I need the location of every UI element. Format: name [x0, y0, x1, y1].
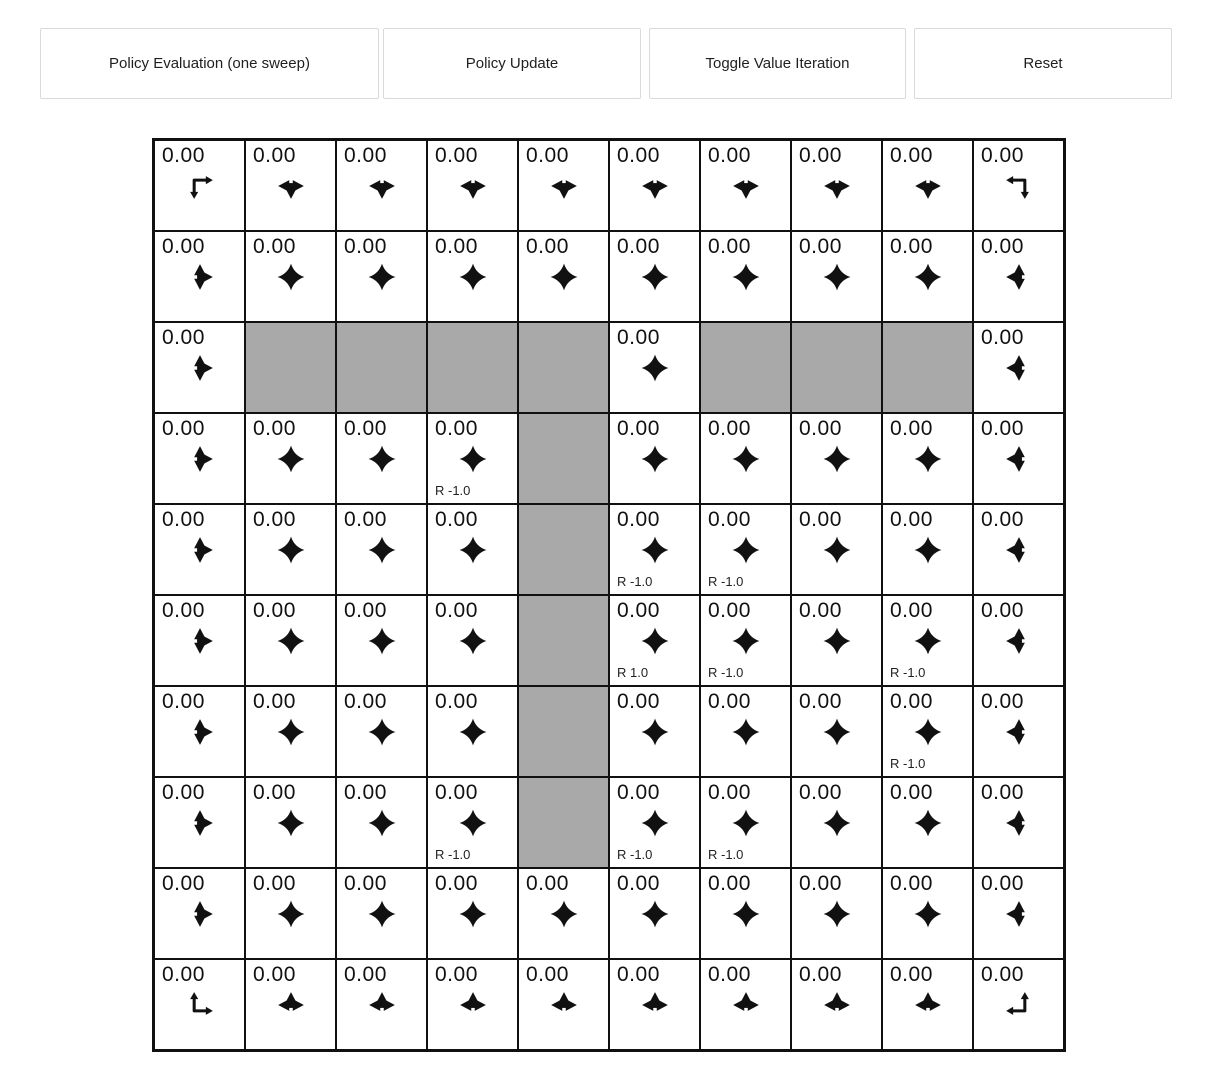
grid-cell	[154, 322, 245, 413]
policy-arrow-icon	[337, 172, 426, 200]
policy-arrow-icon	[246, 536, 335, 564]
cell-value: 0.00	[344, 144, 387, 167]
grid-cell	[336, 959, 427, 1050]
wall-cell	[518, 595, 609, 686]
policy-arrow-icon	[337, 263, 426, 291]
grid-cell	[791, 777, 882, 868]
cell-value: 0.00	[162, 144, 205, 167]
cell-value: 0.00	[708, 872, 751, 895]
grid-cell	[700, 595, 791, 686]
cell-value: 0.00	[981, 781, 1024, 804]
policy-arrow-icon	[974, 536, 1063, 564]
cell-value: 0.00	[890, 417, 933, 440]
wall-cell	[700, 322, 791, 413]
cell-value: 0.00	[799, 417, 842, 440]
wall-cell	[336, 322, 427, 413]
cell-value: 0.00	[435, 781, 478, 804]
grid-cell	[336, 413, 427, 504]
policy-arrow-icon	[155, 809, 244, 837]
grid-cell	[154, 595, 245, 686]
policy-arrow-icon	[883, 172, 972, 200]
policy-arrow-icon	[610, 991, 699, 1019]
cell-value: 0.00	[526, 144, 569, 167]
cell-value: 0.00	[799, 144, 842, 167]
cell-value: 0.00	[344, 781, 387, 804]
cell-value: 0.00	[344, 599, 387, 622]
grid-cell	[518, 868, 609, 959]
cell-value: 0.00	[799, 235, 842, 258]
cell-value: 0.00	[981, 417, 1024, 440]
grid-cell	[882, 959, 973, 1050]
cell-value: 0.00	[435, 690, 478, 713]
cell-value: 0.00	[981, 690, 1024, 713]
policy-arrow-icon	[428, 536, 517, 564]
cell-value: 0.00	[617, 417, 660, 440]
policy-arrow-icon	[701, 809, 790, 837]
policy-arrow-icon	[246, 718, 335, 746]
cell-value: 0.00	[799, 872, 842, 895]
grid-cell	[427, 595, 518, 686]
cell-value: 0.00	[890, 690, 933, 713]
policy-arrow-icon	[792, 718, 881, 746]
cell-value: 0.00	[708, 690, 751, 713]
cell-value: 0.00	[617, 235, 660, 258]
policy-arrow-icon	[974, 627, 1063, 655]
grid-cell	[609, 322, 700, 413]
cell-value: 0.00	[799, 599, 842, 622]
grid-cell	[973, 595, 1064, 686]
reset-button[interactable]: Reset	[914, 28, 1172, 99]
policy-arrow-icon	[246, 445, 335, 473]
grid-cell	[154, 231, 245, 322]
grid-cell	[791, 140, 882, 231]
policy-arrow-icon	[155, 991, 244, 1019]
grid-cell	[791, 686, 882, 777]
policy-arrow-icon	[883, 627, 972, 655]
cell-reward: R -1.0	[708, 665, 744, 680]
policy-arrow-icon	[701, 445, 790, 473]
policy-arrow-icon	[701, 536, 790, 564]
policy-arrow-icon	[974, 263, 1063, 291]
cell-value: 0.00	[799, 781, 842, 804]
cell-value: 0.00	[890, 235, 933, 258]
grid-cell	[791, 868, 882, 959]
grid-cell	[609, 686, 700, 777]
policy-arrow-icon	[246, 263, 335, 291]
policy-arrow-icon	[610, 536, 699, 564]
cell-value: 0.00	[617, 963, 660, 986]
grid-cell	[609, 504, 700, 595]
policy-arrow-icon	[610, 718, 699, 746]
grid-cell	[518, 231, 609, 322]
policy-arrow-icon	[883, 809, 972, 837]
cell-reward: R 1.0	[617, 665, 649, 680]
grid-cell	[609, 595, 700, 686]
policy-arrow-icon	[974, 172, 1063, 200]
cell-value: 0.00	[799, 963, 842, 986]
policy-arrow-icon	[155, 172, 244, 200]
policy-arrow-icon	[883, 445, 972, 473]
cell-value: 0.00	[253, 690, 296, 713]
cell-value: 0.00	[708, 781, 751, 804]
policy-arrow-icon	[337, 536, 426, 564]
cell-value: 0.00	[435, 872, 478, 895]
grid-cell	[245, 413, 336, 504]
cell-value: 0.00	[890, 781, 933, 804]
grid-cell	[882, 686, 973, 777]
grid-cell	[245, 140, 336, 231]
cell-reward: R -1.0	[435, 483, 471, 498]
grid-cell	[427, 504, 518, 595]
grid-cell	[973, 959, 1064, 1050]
cell-reward: R -1.0	[617, 574, 653, 589]
grid-cell	[882, 413, 973, 504]
policy-arrow-icon	[883, 991, 972, 1019]
grid-cell	[700, 140, 791, 231]
cell-value: 0.00	[981, 508, 1024, 531]
cell-value: 0.00	[981, 872, 1024, 895]
cell-value: 0.00	[708, 599, 751, 622]
cell-value: 0.00	[708, 508, 751, 531]
cell-value: 0.00	[435, 508, 478, 531]
grid-cell	[427, 959, 518, 1050]
grid-cell	[973, 504, 1064, 595]
grid-cell	[609, 777, 700, 868]
cell-value: 0.00	[890, 872, 933, 895]
cell-value: 0.00	[162, 963, 205, 986]
wall-cell	[427, 322, 518, 413]
gridworld	[152, 138, 1066, 1052]
policy-arrow-icon	[974, 718, 1063, 746]
grid-cell	[791, 959, 882, 1050]
grid-cell	[245, 504, 336, 595]
policy-arrow-icon	[428, 900, 517, 928]
grid-cell	[700, 868, 791, 959]
cell-value: 0.00	[981, 326, 1024, 349]
policy-arrow-icon	[610, 263, 699, 291]
cell-reward: R -1.0	[708, 574, 744, 589]
cell-value: 0.00	[435, 963, 478, 986]
cell-reward: R -1.0	[435, 847, 471, 862]
policy-arrow-icon	[246, 991, 335, 1019]
grid-cell	[245, 777, 336, 868]
policy-arrow-icon	[155, 718, 244, 746]
policy-arrow-icon	[974, 354, 1063, 382]
policy-arrow-icon	[246, 627, 335, 655]
cell-reward: R -1.0	[890, 756, 926, 771]
policy-arrow-icon	[701, 263, 790, 291]
grid-cell	[427, 686, 518, 777]
policy-arrow-icon	[974, 445, 1063, 473]
grid-cell	[245, 868, 336, 959]
cell-value: 0.00	[617, 326, 660, 349]
cell-value: 0.00	[526, 872, 569, 895]
grid-cell	[336, 777, 427, 868]
cell-value: 0.00	[253, 963, 296, 986]
grid-cell	[336, 868, 427, 959]
cell-value: 0.00	[162, 508, 205, 531]
grid-cell	[791, 595, 882, 686]
policy-arrow-icon	[792, 991, 881, 1019]
grid-cell	[154, 140, 245, 231]
grid-cell	[791, 504, 882, 595]
grid-cell	[973, 868, 1064, 959]
cell-value: 0.00	[617, 599, 660, 622]
cell-value: 0.00	[162, 326, 205, 349]
cell-reward: R -1.0	[890, 665, 926, 680]
grid-cell	[973, 777, 1064, 868]
policy-arrow-icon	[701, 172, 790, 200]
cell-value: 0.00	[253, 781, 296, 804]
grid-cell	[882, 140, 973, 231]
grid-cell	[336, 686, 427, 777]
policy-arrow-icon	[701, 991, 790, 1019]
grid-cell	[245, 959, 336, 1050]
cell-value: 0.00	[981, 144, 1024, 167]
cell-value: 0.00	[435, 144, 478, 167]
cell-value: 0.00	[890, 508, 933, 531]
cell-value: 0.00	[981, 599, 1024, 622]
policy-arrow-icon	[792, 263, 881, 291]
policy-arrow-icon	[792, 809, 881, 837]
grid-cell	[609, 959, 700, 1050]
policy-arrow-icon	[974, 809, 1063, 837]
policy-arrow-icon	[519, 263, 608, 291]
grid-cell	[700, 231, 791, 322]
cell-value: 0.00	[344, 872, 387, 895]
policy-arrow-icon	[974, 900, 1063, 928]
grid-cell	[791, 231, 882, 322]
grid-cell	[609, 868, 700, 959]
policy-arrow-icon	[610, 445, 699, 473]
grid-cell	[973, 140, 1064, 231]
policy-arrow-icon	[428, 991, 517, 1019]
grid-cell	[609, 413, 700, 504]
cell-value: 0.00	[344, 417, 387, 440]
grid-cell	[882, 231, 973, 322]
wall-cell	[791, 322, 882, 413]
policy-update-button[interactable]: Policy Update	[383, 28, 641, 99]
wall-cell	[882, 322, 973, 413]
policy-arrow-icon	[883, 536, 972, 564]
cell-value: 0.00	[890, 599, 933, 622]
policy-arrow-icon	[246, 809, 335, 837]
policy-arrow-icon	[883, 900, 972, 928]
cell-value: 0.00	[526, 235, 569, 258]
policy-arrow-icon	[792, 536, 881, 564]
policy-evaluation-button[interactable]: Policy Evaluation (one sweep)	[40, 28, 379, 99]
policy-arrow-icon	[337, 627, 426, 655]
grid-cell	[973, 413, 1064, 504]
grid-cell	[427, 413, 518, 504]
cell-value: 0.00	[890, 963, 933, 986]
grid-cell	[518, 959, 609, 1050]
cell-value: 0.00	[253, 508, 296, 531]
cell-value: 0.00	[162, 599, 205, 622]
policy-arrow-icon	[428, 263, 517, 291]
wall-cell	[518, 322, 609, 413]
policy-arrow-icon	[155, 263, 244, 291]
grid-cell	[609, 231, 700, 322]
policy-arrow-icon	[428, 718, 517, 746]
grid-cell	[336, 595, 427, 686]
cell-value: 0.00	[435, 417, 478, 440]
policy-arrow-icon	[519, 172, 608, 200]
grid-cell	[609, 140, 700, 231]
grid-cell	[154, 413, 245, 504]
wall-cell	[245, 322, 336, 413]
grid-cell	[427, 777, 518, 868]
cell-value: 0.00	[344, 508, 387, 531]
cell-value: 0.00	[617, 872, 660, 895]
policy-arrow-icon	[883, 718, 972, 746]
grid-cell	[882, 868, 973, 959]
cell-reward: R -1.0	[708, 847, 744, 862]
policy-arrow-icon	[155, 900, 244, 928]
policy-arrow-icon	[610, 900, 699, 928]
policy-arrow-icon	[701, 900, 790, 928]
policy-arrow-icon	[519, 991, 608, 1019]
cell-value: 0.00	[708, 963, 751, 986]
grid-cell	[427, 231, 518, 322]
grid-cell	[700, 686, 791, 777]
grid-cell	[700, 777, 791, 868]
policy-arrow-icon	[610, 354, 699, 382]
wall-cell	[518, 413, 609, 504]
grid-cell	[700, 413, 791, 504]
cell-value: 0.00	[981, 963, 1024, 986]
cell-value: 0.00	[981, 235, 1024, 258]
policy-arrow-icon	[428, 809, 517, 837]
cell-value: 0.00	[253, 872, 296, 895]
cell-value: 0.00	[526, 963, 569, 986]
cell-value: 0.00	[708, 417, 751, 440]
grid-cell	[154, 777, 245, 868]
policy-arrow-icon	[610, 809, 699, 837]
grid-cell	[973, 231, 1064, 322]
policy-arrow-icon	[155, 536, 244, 564]
policy-arrow-icon	[974, 991, 1063, 1019]
cell-value: 0.00	[253, 144, 296, 167]
cell-value: 0.00	[162, 781, 205, 804]
cell-value: 0.00	[344, 690, 387, 713]
cell-value: 0.00	[617, 781, 660, 804]
policy-arrow-icon	[428, 627, 517, 655]
cell-value: 0.00	[617, 144, 660, 167]
policy-arrow-icon	[246, 900, 335, 928]
cell-value: 0.00	[708, 144, 751, 167]
policy-arrow-icon	[337, 809, 426, 837]
wall-cell	[518, 686, 609, 777]
policy-arrow-icon	[428, 172, 517, 200]
policy-arrow-icon	[792, 627, 881, 655]
policy-arrow-icon	[337, 718, 426, 746]
cell-value: 0.00	[799, 690, 842, 713]
policy-arrow-icon	[792, 172, 881, 200]
grid-cell	[973, 322, 1064, 413]
toggle-value-iteration-button[interactable]: Toggle Value Iteration	[649, 28, 906, 99]
policy-arrow-icon	[155, 354, 244, 382]
grid-cell	[245, 686, 336, 777]
cell-value: 0.00	[435, 235, 478, 258]
grid-cell	[154, 868, 245, 959]
policy-arrow-icon	[519, 900, 608, 928]
wall-cell	[518, 777, 609, 868]
grid-cell	[245, 231, 336, 322]
policy-arrow-icon	[155, 445, 244, 473]
cell-value: 0.00	[253, 417, 296, 440]
cell-reward: R -1.0	[617, 847, 653, 862]
grid-cell	[336, 504, 427, 595]
cell-value: 0.00	[435, 599, 478, 622]
grid-cell	[700, 504, 791, 595]
grid-cell	[154, 686, 245, 777]
cell-value: 0.00	[344, 235, 387, 258]
policy-arrow-icon	[428, 445, 517, 473]
policy-arrow-icon	[610, 172, 699, 200]
cell-value: 0.00	[162, 417, 205, 440]
cell-value: 0.00	[799, 508, 842, 531]
grid-cell	[245, 595, 336, 686]
wall-cell	[518, 504, 609, 595]
grid-cell	[336, 231, 427, 322]
cell-value: 0.00	[617, 690, 660, 713]
cell-value: 0.00	[162, 690, 205, 713]
grid-cell	[427, 140, 518, 231]
cell-value: 0.00	[162, 235, 205, 258]
cell-value: 0.00	[253, 235, 296, 258]
grid-cell	[791, 413, 882, 504]
policy-arrow-icon	[337, 991, 426, 1019]
grid-cell	[427, 868, 518, 959]
grid-cell	[882, 777, 973, 868]
policy-arrow-icon	[792, 900, 881, 928]
cell-value: 0.00	[162, 872, 205, 895]
grid-cell	[882, 595, 973, 686]
grid-cell	[154, 959, 245, 1050]
cell-value: 0.00	[617, 508, 660, 531]
policy-arrow-icon	[246, 172, 335, 200]
grid-cell	[700, 959, 791, 1050]
policy-arrow-icon	[337, 900, 426, 928]
policy-arrow-icon	[337, 445, 426, 473]
policy-arrow-icon	[701, 627, 790, 655]
grid-cell	[154, 504, 245, 595]
grid-cell	[882, 504, 973, 595]
cell-value: 0.00	[708, 235, 751, 258]
cell-value: 0.00	[253, 599, 296, 622]
policy-arrow-icon	[792, 445, 881, 473]
toolbar	[40, 28, 1172, 99]
cell-value: 0.00	[890, 144, 933, 167]
policy-arrow-icon	[610, 627, 699, 655]
grid-cell	[518, 140, 609, 231]
policy-arrow-icon	[155, 627, 244, 655]
policy-arrow-icon	[883, 263, 972, 291]
cell-value: 0.00	[344, 963, 387, 986]
grid-cell	[336, 140, 427, 231]
grid-cell	[973, 686, 1064, 777]
policy-arrow-icon	[701, 718, 790, 746]
